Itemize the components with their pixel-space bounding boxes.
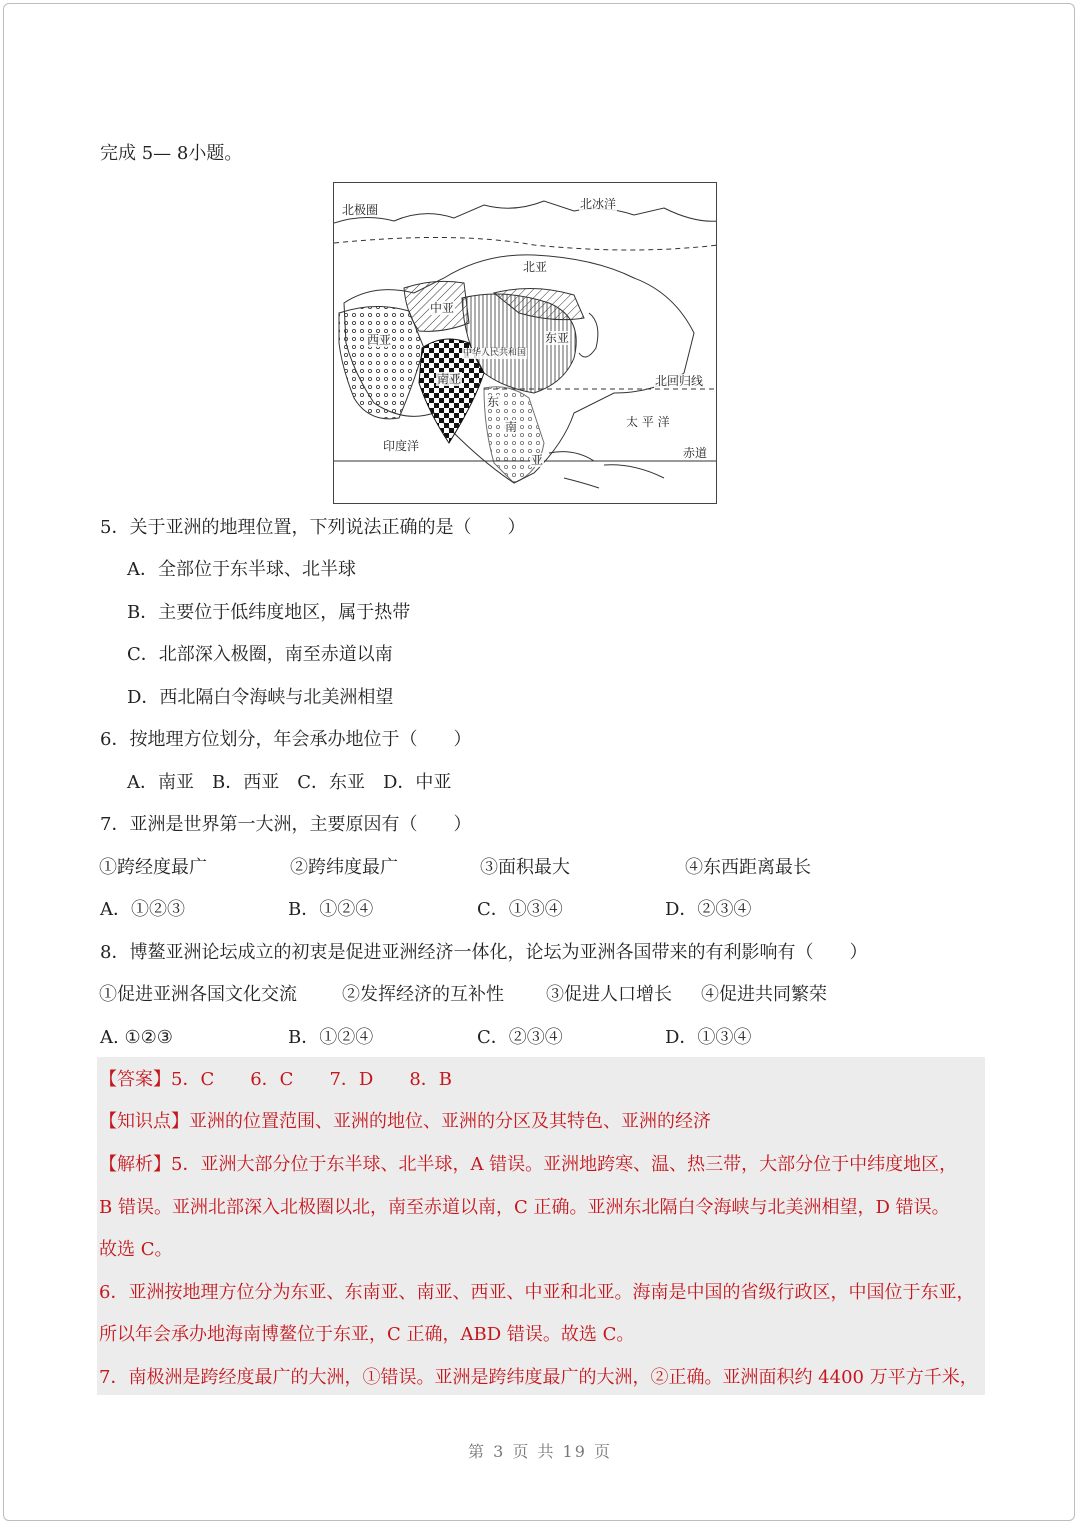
label-arctic-ocean: 北冰洋 xyxy=(580,197,617,211)
q8-item: ②发挥经济的互补性 xyxy=(342,984,504,1005)
label-se-nan: 南 xyxy=(505,420,518,434)
label-equator: 赤道 xyxy=(683,446,708,460)
q8-option: A. ①②③ xyxy=(100,1027,173,1048)
analysis-line: 7．南极洲是跨经度最广的大洲，①错误。亚洲是跨纬度最广的大洲，②正确。亚洲面积约 4400 万平方千米， xyxy=(99,1367,978,1388)
q8-item: ③促进人口增长 xyxy=(546,984,672,1005)
q7-item: ③面积最大 xyxy=(480,857,570,878)
label-north-asia: 北亚 xyxy=(523,260,548,274)
label-se-ya: 亚 xyxy=(531,453,544,467)
q6-stem: 6．按地理方位划分，年会承办地位于（ ） xyxy=(100,729,472,750)
label-central-asia: 中亚 xyxy=(430,301,455,315)
q7-item: ④东西距离最长 xyxy=(685,857,811,878)
q5-option-b: B．主要位于低纬度地区，属于热带 xyxy=(127,602,411,623)
intro-text: 完成 5— 8小题。 xyxy=(100,143,243,164)
q8-option: C．②③④ xyxy=(477,1027,563,1048)
analysis-line: B 错误。亚洲北部深入北极圈以北，南至赤道以南，C 正确。亚洲东北隔白令海峡与北美洲相望，D 错误。 xyxy=(99,1197,950,1218)
page-footer: 第 3 页 共 19 页 xyxy=(468,1442,612,1461)
q7-option: D．②③④ xyxy=(665,899,752,920)
label-tropic: 北回归线 xyxy=(655,374,704,388)
label-china: 中华人民共和国 xyxy=(463,348,527,358)
q7-option: B．①②④ xyxy=(288,899,374,920)
q7-item: ①跨经度最广 xyxy=(99,857,207,878)
q5-option-a: A．全部位于东半球、北半球 xyxy=(127,559,356,580)
q7-option: C．①③④ xyxy=(477,899,563,920)
label-se-dong: 东 xyxy=(487,395,500,409)
q7-item: ②跨纬度最广 xyxy=(290,857,398,878)
label-west-asia: 西亚 xyxy=(367,333,392,347)
q7-option: A．①②③ xyxy=(100,899,185,920)
q8-item: ④促进共同繁荣 xyxy=(701,984,827,1005)
q8-option: D．①③④ xyxy=(665,1027,752,1048)
analysis-line: 故选 C。 xyxy=(99,1239,173,1260)
q8-option: B．①②④ xyxy=(288,1027,374,1048)
analysis-line: 6．亚洲按地理方位分为东亚、东南亚、南亚、西亚、中亚和北亚。海南是中国的省级行政区，中国位于东亚， xyxy=(99,1282,975,1303)
q8-item: ①促进亚洲各国文化交流 xyxy=(99,984,297,1005)
knowledge-line: 【知识点】亚洲的位置范围、亚洲的地位、亚洲的分区及其特色、亚洲的经济 xyxy=(99,1111,711,1132)
q7-stem: 7．亚洲是世界第一大洲，主要原因有（ ） xyxy=(100,814,472,835)
analysis-line: 所以年会承办地海南博鳌位于东亚，C 正确，ABD 错误。故选 C。 xyxy=(99,1324,635,1345)
q5-option-d: D．西北隔白令海峡与北美洲相望 xyxy=(127,687,394,708)
asia-map xyxy=(333,182,717,504)
label-south-asia: 南亚 xyxy=(437,372,462,386)
answer-line: 【答案】5．C 6．C 7．D 8．B xyxy=(99,1069,453,1090)
analysis-line: 【解析】5．亚洲大部分位于东半球、北半球，A 错误。亚洲地跨寒、温、热三带，大部分位于中纬度地区， xyxy=(99,1154,958,1175)
label-indian-ocean: 印度洋 xyxy=(383,439,420,453)
label-east-asia: 东亚 xyxy=(545,331,570,345)
label-pacific: 太 平 洋 xyxy=(626,415,670,429)
q5-stem: 5．关于亚洲的地理位置，下列说法正确的是（ ） xyxy=(100,517,526,538)
q6-options: A．南亚 B．西亚 C．东亚 D．中亚 xyxy=(127,772,452,793)
q5-option-c: C．北部深入极圈，南至赤道以南 xyxy=(127,644,393,665)
label-arctic-circle: 北极圈 xyxy=(342,203,379,217)
q8-stem: 8．博鳌亚洲论坛成立的初衷是促进亚洲经济一体化，论坛为亚洲各国带来的有利影响有（ ） xyxy=(100,942,868,963)
